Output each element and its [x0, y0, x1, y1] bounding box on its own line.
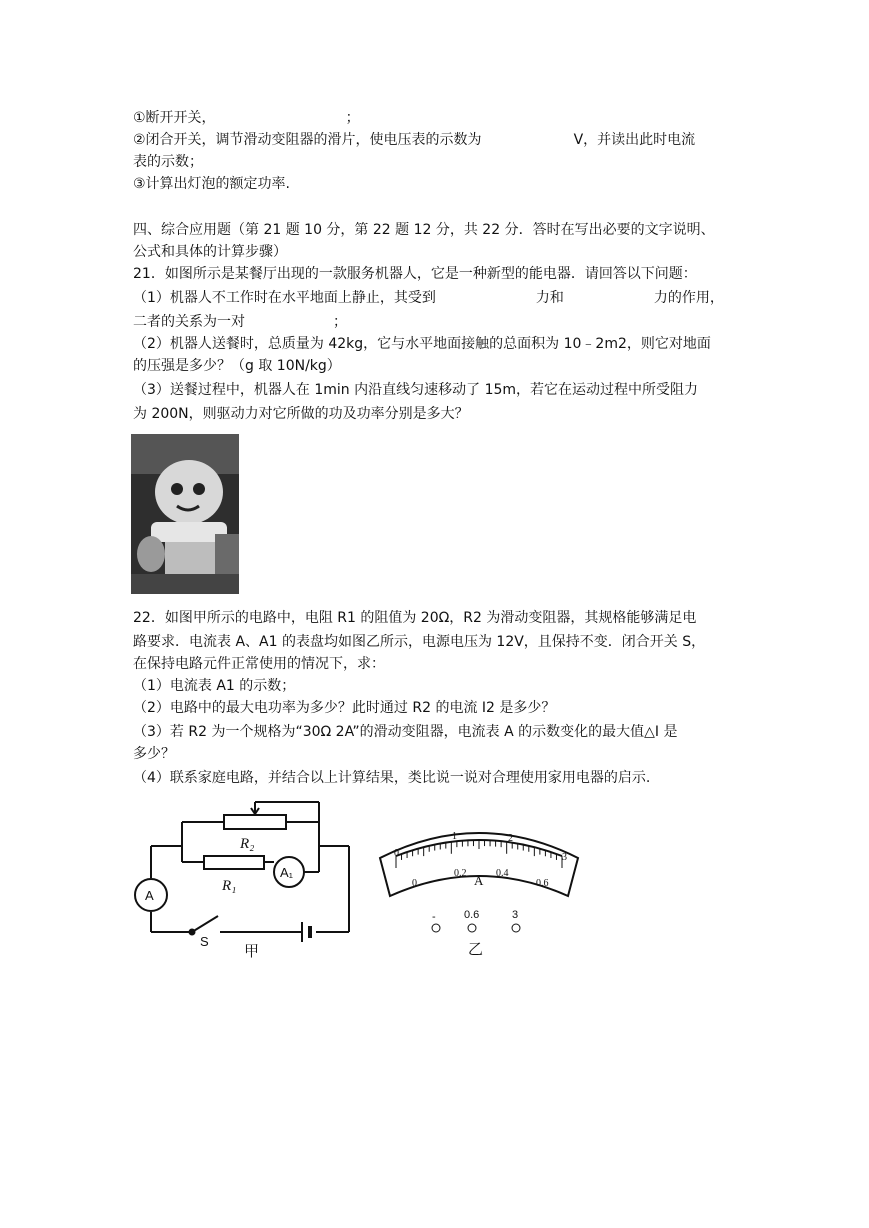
top-tick-1: 1	[452, 831, 457, 842]
q22-part2: （2）电路中的最大电功率为多少？此时通过 R2 的电流 I2 是多少？	[133, 700, 556, 716]
bottom-tick-2: 0.4	[496, 868, 509, 879]
top-tick-0: 0	[394, 848, 399, 859]
terminal-3: 3	[512, 909, 519, 921]
q21-p1d: 二者的关系为一对	[133, 314, 245, 330]
ammeter-dial-diagram	[372, 812, 586, 960]
section-heading-cont: 公式和具体的计算步骤）	[133, 244, 287, 260]
robot-image	[131, 434, 239, 594]
r1-label: R₁	[222, 878, 237, 894]
q22-part4: （4）联系家庭电路，并结合以上计算结果，类比说一说对合理使用家用电器的启示.	[133, 770, 651, 786]
switch-label: S	[200, 934, 209, 949]
q21-part1-cont	[133, 312, 347, 332]
step-2-cont: 表的示数；	[133, 154, 203, 170]
section-heading: 四、综合应用题（第 21 题 10 分，第 22 题 12 分，共 22 分．答时在写出必要的文字说明、	[133, 222, 715, 238]
step-1	[133, 108, 360, 128]
step-2	[133, 130, 695, 150]
q21-p1a: （1）机器人不工作时在水平地面上静止，其受到	[133, 290, 436, 306]
q21-part2-cont: 的压强是多少？（g 取 10N/kg）	[133, 358, 341, 374]
step-2-end: V，并读出此时电流	[573, 132, 696, 148]
q21-part2: （2）机器人送餐时，总质量为 42kg，它与水平地面接触的总面积为 10﹣2m2，则它对地面	[133, 336, 711, 352]
r2-label: R₂	[240, 836, 255, 852]
step-1-text: ①断开开关，	[133, 110, 216, 126]
q22-part3: （3）若 R2 为一个规格为“30Ω 2A”的滑动变阻器，电流表 A 的示数变化的最大值△I 是	[133, 724, 678, 740]
terminal-negative: -	[432, 911, 436, 923]
circuit-caption: 甲	[244, 943, 260, 960]
q21-part3-cont: 为 200N，则驱动力对它所做的功及功率分别是多大？	[133, 406, 469, 422]
q21-p1e: ；	[333, 314, 347, 330]
q21-p1c: 力的作用，	[653, 290, 724, 306]
bottom-tick-3: 0.6	[536, 878, 549, 889]
step-1-end: ；	[345, 110, 360, 126]
q21-intro: 21．如图所示是某餐厅出现的一款服务机器人，它是一种新型的能电器．请回答以下问题：	[133, 266, 697, 282]
q21-part1	[133, 288, 724, 308]
q21-p1b: 力和	[535, 290, 564, 306]
step-3: ③计算出灯泡的额定功率.	[133, 176, 291, 192]
step-2-text: ②闭合开关，调节滑动变阻器的滑片，使电压表的示数为	[133, 132, 482, 148]
ammeter-a-label: A	[145, 888, 154, 903]
q22-part3-cont: 多少？	[133, 746, 175, 762]
q22-line3: 在保持电路元件正常使用的情况下，求：	[133, 656, 385, 672]
ammeter-a1-label: A₁	[280, 865, 294, 880]
circuit-diagram	[134, 800, 364, 962]
top-tick-2: 2	[508, 833, 513, 844]
terminal-06: 0.6	[464, 909, 480, 921]
q22-part1: （1）电流表 A1 的示数；	[133, 678, 296, 694]
q22-line2: 路要求．电流表 A、A1 的表盘均如图乙所示，电源电压为 12V，且保持不变．闭合开关 S，	[133, 634, 706, 650]
q21-part3: （3）送餐过程中，机器人在 1min 内沿直线匀速移动了 15m，若它在运动过程中所受阻力	[133, 382, 699, 398]
bottom-tick-1: 0.2	[454, 868, 467, 879]
bottom-tick-0: 0	[412, 878, 417, 889]
robot-photo	[131, 434, 239, 594]
dial-unit: A	[474, 873, 484, 888]
q22-line1: 22．如图甲所示的电路中，电阻 R1 的阻值为 20Ω，R2 为滑动变阻器，其规格能够满足电	[133, 610, 697, 626]
dial-caption: 乙	[468, 941, 484, 958]
top-tick-3: 3	[562, 852, 567, 863]
